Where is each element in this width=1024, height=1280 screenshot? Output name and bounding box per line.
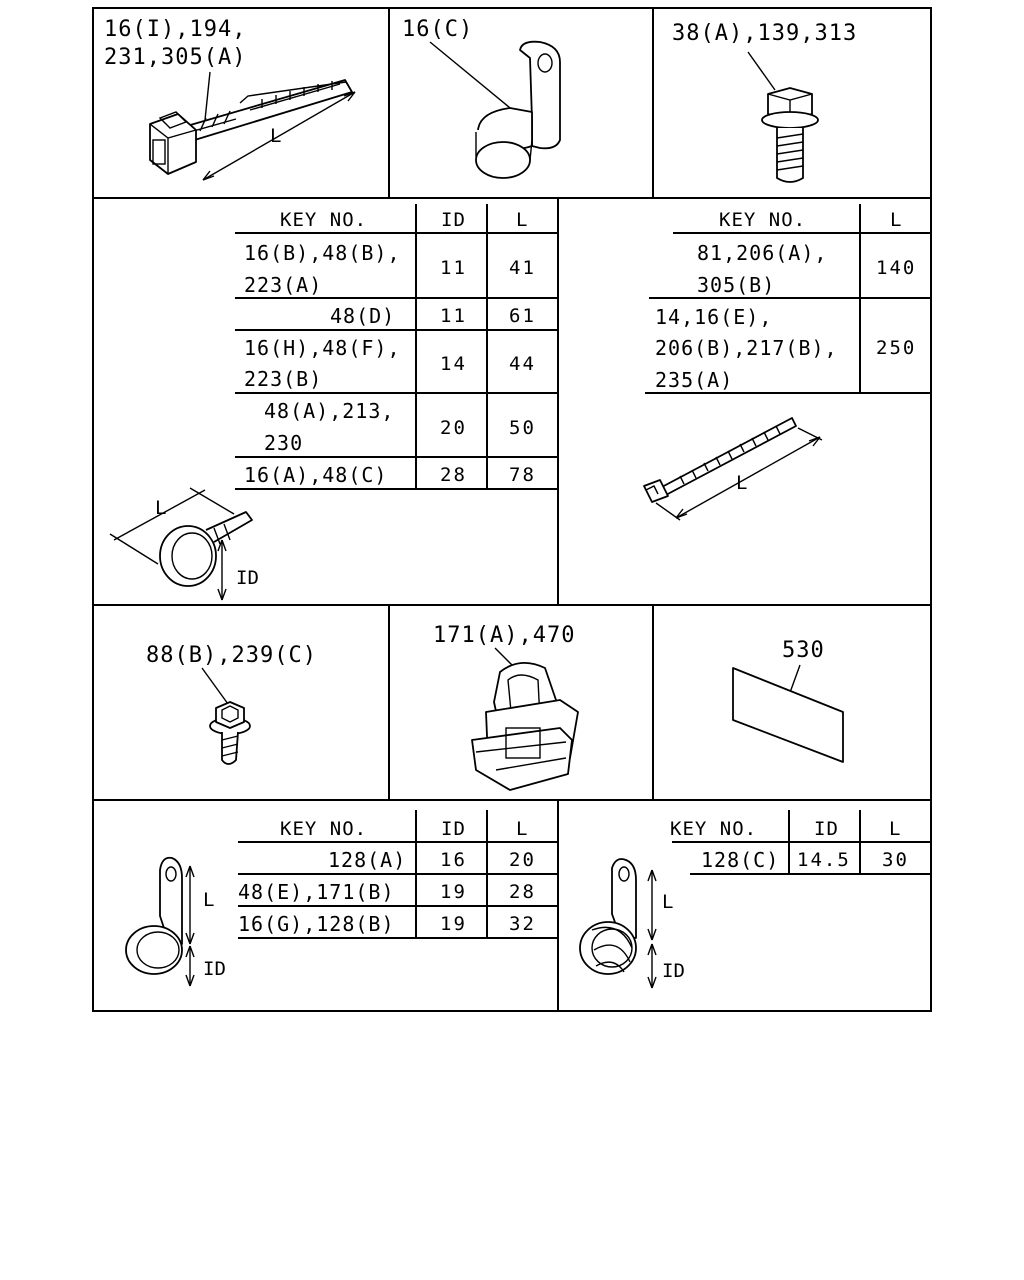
- table-cell-key: 230: [264, 431, 304, 455]
- table-header-keyno: KEY NO.: [670, 818, 758, 840]
- label-tie-band-line1: 16(I),194,: [104, 17, 247, 42]
- table-cell-key: 48(D): [330, 304, 396, 328]
- table-cell-key: 16(B),48(B),: [244, 241, 401, 265]
- table-cell-l: 78: [509, 464, 536, 486]
- table-cell-key: 48(A),213,: [264, 399, 395, 423]
- table-cell-id: 19: [440, 913, 467, 935]
- leader-line: [748, 52, 775, 90]
- table-cell-key: 128(C): [701, 848, 780, 872]
- band-clamp-table: [235, 204, 558, 489]
- dim-L-label: L: [662, 891, 674, 913]
- table-cell-key: 16(H),48(F),: [244, 336, 401, 360]
- tie-strap-part: [644, 418, 822, 520]
- table-header-keyno: KEY NO.: [280, 209, 368, 231]
- table-cell-l: 32: [509, 913, 536, 935]
- spring-clamp-part: [580, 859, 685, 988]
- table-cell-key: 48(E),171(B): [238, 880, 395, 904]
- label-clamp-16c: 16(C): [402, 17, 474, 42]
- dim-ID-label: ID: [236, 567, 259, 589]
- label-bolt-88b: 88(B),239(C): [146, 643, 317, 668]
- p-clamp-table: [238, 810, 558, 938]
- table-cell-id: 11: [440, 305, 467, 327]
- table-cell-id: 19: [440, 881, 467, 903]
- table-header-id: ID: [814, 818, 839, 840]
- table-cell-key: 16(G),128(B): [238, 912, 395, 936]
- table-cell-id: 20: [440, 417, 467, 439]
- table-cell-l: 20: [509, 849, 536, 871]
- p-clamp-part: [126, 858, 226, 986]
- table-cell-l: 28: [509, 881, 536, 903]
- table-cell-l: 50: [509, 417, 536, 439]
- tie-band-table: [645, 204, 931, 393]
- table-header-keyno: KEY NO.: [280, 818, 368, 840]
- table-header-id: ID: [441, 818, 466, 840]
- label-530: 530: [782, 638, 825, 663]
- table-cell-id: 28: [440, 464, 467, 486]
- bolt-38a-part: [672, 21, 857, 182]
- table-cell-key: 305(B): [697, 273, 776, 297]
- dim-L-label: L: [155, 497, 167, 519]
- table-cell-key: 223(A): [244, 273, 323, 297]
- table-cell-l: 250: [876, 337, 917, 359]
- table-header-l: L: [516, 209, 529, 231]
- table-cell-l: 41: [509, 257, 536, 279]
- band-clamp-part: [110, 488, 259, 600]
- clip-171a-part: [433, 623, 578, 790]
- table-cell-key: 206(B),217(B),: [655, 336, 838, 360]
- clamp-16c-part: [402, 17, 560, 178]
- table-cell-id: 14.5: [797, 849, 851, 871]
- table-header-id: ID: [441, 209, 466, 231]
- leader-line: [202, 668, 228, 704]
- table-cell-key: 16(A),48(C): [244, 463, 388, 487]
- table-cell-id: 14: [440, 353, 467, 375]
- table-header-l: L: [889, 818, 902, 840]
- table-header-keyno: KEY NO.: [719, 209, 807, 231]
- label-530-part: [733, 638, 843, 762]
- table-cell-id: 16: [440, 849, 467, 871]
- table-cell-key: 81,206(A),: [697, 241, 828, 265]
- table-cell-l: 30: [882, 849, 909, 871]
- dim-L-label: L: [736, 472, 748, 494]
- table-cell-key: 223(B): [244, 367, 323, 391]
- dim-L-label: L: [270, 125, 282, 147]
- label-bolt-38a: 38(A),139,313: [672, 21, 858, 46]
- leader-line: [205, 72, 210, 120]
- table-cell-l: 140: [876, 257, 917, 279]
- label-tie-band-line2: 231,305(A): [104, 45, 247, 70]
- table-cell-key: 14,16(E),: [655, 305, 773, 329]
- spring-clamp-table: [670, 810, 931, 874]
- table-cell-key: 235(A): [655, 368, 734, 392]
- dim-ID-label: ID: [203, 958, 226, 980]
- table-cell-id: 11: [440, 257, 467, 279]
- label-clip-171a: 171(A),470: [433, 623, 576, 648]
- table-header-l: L: [516, 818, 529, 840]
- bolt-88b-part: [146, 643, 317, 764]
- table-header-l: L: [890, 209, 903, 231]
- dim-ID-label: ID: [662, 960, 685, 982]
- table-cell-l: 44: [509, 353, 536, 375]
- table-cell-l: 61: [509, 305, 536, 327]
- table-cell-key: 128(A): [328, 848, 407, 872]
- tie-band-mount-part: [104, 17, 355, 180]
- leader-line: [430, 42, 515, 112]
- dim-L-label: L: [203, 889, 215, 911]
